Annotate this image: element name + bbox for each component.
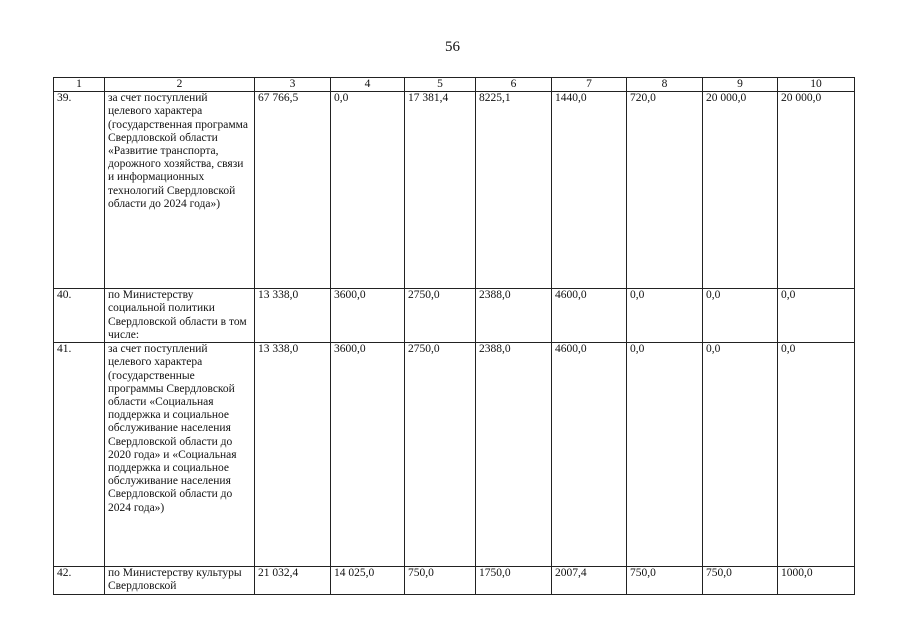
value-cell: 2750,0 <box>405 343 476 567</box>
value-cell: 20 000,0 <box>703 92 778 289</box>
value-cell: 0,0 <box>627 289 703 343</box>
column-header: 7 <box>552 78 627 92</box>
value-cell: 13 338,0 <box>255 289 331 343</box>
value-cell: 1750,0 <box>476 567 552 595</box>
value-cell: 0,0 <box>331 92 405 289</box>
value-cell: 20 000,0 <box>778 92 855 289</box>
column-header: 8 <box>627 78 703 92</box>
table-header-row <box>54 78 855 92</box>
value-cell: 13 338,0 <box>255 343 331 567</box>
table-row <box>54 567 855 595</box>
table-row <box>54 343 855 567</box>
value-cell: 750,0 <box>405 567 476 595</box>
column-header: 2 <box>105 78 255 92</box>
value-cell: 1440,0 <box>552 92 627 289</box>
value-cell: 3600,0 <box>331 343 405 567</box>
value-cell: 14 025,0 <box>331 567 405 595</box>
table-row <box>54 92 855 289</box>
page-number: 56 <box>445 39 460 55</box>
value-cell: 0,0 <box>778 343 855 567</box>
row-name: по Министерству социальной политики Свердловской области в том числе: <box>105 289 255 343</box>
row-number: 40. <box>54 289 105 343</box>
row-number: 41. <box>54 343 105 567</box>
value-cell: 0,0 <box>627 343 703 567</box>
value-cell: 0,0 <box>778 289 855 343</box>
value-cell: 3600,0 <box>331 289 405 343</box>
value-cell: 750,0 <box>703 567 778 595</box>
column-header: 4 <box>331 78 405 92</box>
column-header: 3 <box>255 78 331 92</box>
value-cell: 750,0 <box>627 567 703 595</box>
value-cell: 21 032,4 <box>255 567 331 595</box>
column-header: 1 <box>54 78 105 92</box>
table-row <box>54 289 855 343</box>
value-cell: 8225,1 <box>476 92 552 289</box>
row-number: 42. <box>54 567 105 595</box>
value-cell: 1000,0 <box>778 567 855 595</box>
value-cell: 720,0 <box>627 92 703 289</box>
value-cell: 4600,0 <box>552 289 627 343</box>
column-header: 5 <box>405 78 476 92</box>
row-name: за счет поступлений целевого характера (государственные программы Свердловской области «Социальная поддержка и социальное обслуживание населения Свердловской области до 2020 года» и «Социальная поддержка и социальное обслуживание населения Свердловской области до 2024 года») <box>105 343 255 567</box>
row-name: за счет поступлений целевого характера (государственная программа Свердловской области «Развитие транспорта, дорожного хозяйства, связи и информационных технологий Свердловской области до 2024 года») <box>105 92 255 289</box>
value-cell: 2388,0 <box>476 343 552 567</box>
row-number: 39. <box>54 92 105 289</box>
value-cell: 67 766,5 <box>255 92 331 289</box>
value-cell: 2388,0 <box>476 289 552 343</box>
value-cell: 17 381,4 <box>405 92 476 289</box>
column-header: 10 <box>778 78 855 92</box>
column-header: 9 <box>703 78 778 92</box>
value-cell: 4600,0 <box>552 343 627 567</box>
budget-table <box>53 77 855 595</box>
row-name: по Министерству культуры Свердловской <box>105 567 255 595</box>
column-header: 6 <box>476 78 552 92</box>
value-cell: 2750,0 <box>405 289 476 343</box>
value-cell: 0,0 <box>703 343 778 567</box>
value-cell: 2007,4 <box>552 567 627 595</box>
value-cell: 0,0 <box>703 289 778 343</box>
